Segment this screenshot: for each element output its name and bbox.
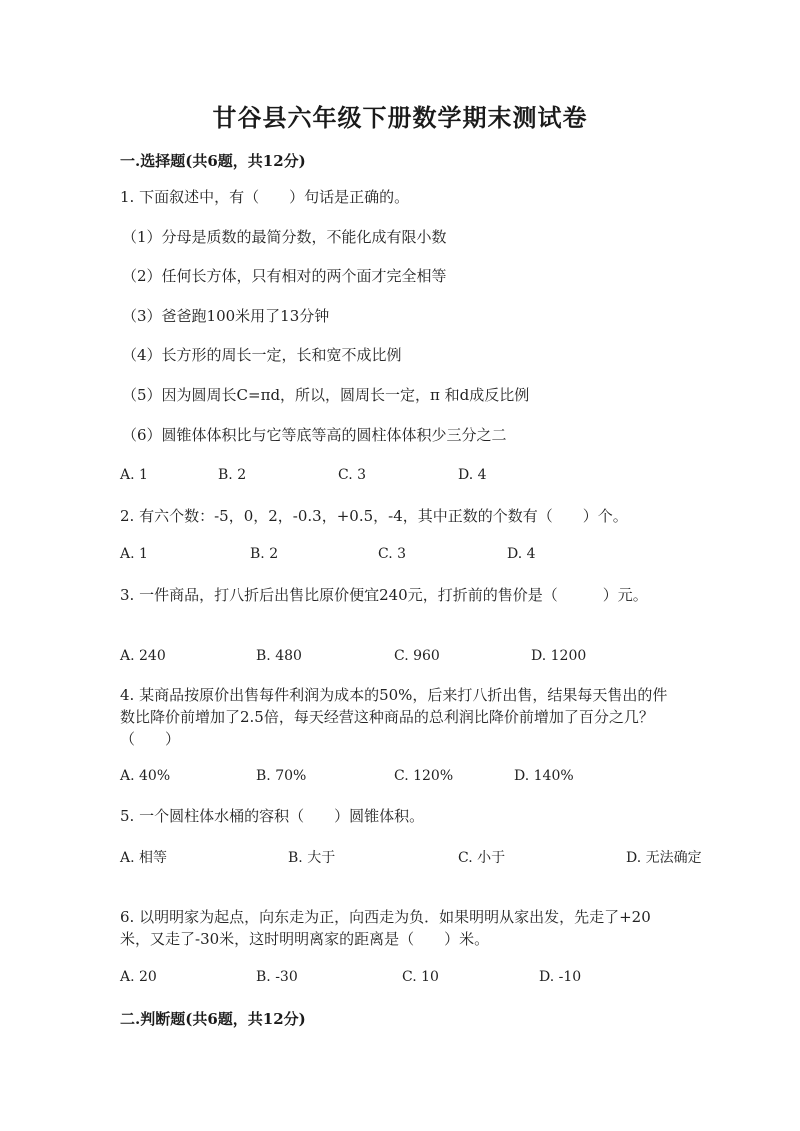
question-6-option-a[interactable]: A. 20 (120, 969, 157, 985)
question-4-option-c[interactable]: C. 120% (394, 768, 454, 784)
question-4-option-a[interactable]: A. 40% (120, 768, 171, 784)
question-5-option-a[interactable]: A. 相等 (120, 850, 168, 866)
question-4-stem: 4. 某商品按原价出售每件利润为成本的50%，后来打八折出售，结果每天售出的件数比降价前增加了2.5倍，每天经营这种商品的总利润比降价前增加了百分之几？（ ） (120, 686, 668, 748)
question-1-option-b[interactable]: B. 2 (218, 467, 247, 483)
question-1-stem: 1. 下面叙述中，有（ ）句话是正确的。 (120, 188, 410, 206)
question-5-stem: 5. 一个圆柱体水桶的容积（ ）圆锥体积。 (120, 807, 425, 825)
question-5-option-c[interactable]: C. 小于 (458, 850, 506, 866)
question-1-option-c[interactable]: C. 3 (338, 467, 367, 483)
question-1-statement-1: （1）分母是质数的最简分数，不能化成有限小数 (122, 228, 447, 246)
question-1-option-a[interactable]: A. 1 (120, 467, 148, 483)
section-heading-multiple-choice: 一.选择题(共6题，共12分) (120, 152, 306, 170)
question-3-option-d[interactable]: D. 1200 (531, 648, 587, 664)
question-1-statement-3: （3）爸爸跑100米用了13分钟 (122, 307, 330, 325)
question-2-option-c[interactable]: C. 3 (378, 546, 407, 562)
page-title: 甘谷县六年级下册数学期末测试卷 (212, 103, 588, 132)
question-1-option-d[interactable]: D. 4 (458, 467, 487, 483)
question-2-option-a[interactable]: A. 1 (120, 546, 148, 562)
question-3-option-a[interactable]: A. 240 (120, 648, 166, 664)
question-2-option-b[interactable]: B. 2 (250, 546, 279, 562)
question-6-option-d[interactable]: D. -10 (539, 969, 582, 985)
section-heading-true-false: 二.判断题(共6题，共12分) (120, 1010, 306, 1028)
question-1-statement-2: （2）任何长方体，只有相对的两个面才完全相等 (122, 267, 447, 285)
question-3-option-b[interactable]: B. 480 (256, 648, 302, 664)
question-1-statement-4: （4）长方形的周长一定，长和宽不成比例 (122, 346, 402, 364)
question-1-statement-6: （6）圆锥体体积比与它等底等高的圆柱体体积少三分之二 (122, 426, 507, 444)
question-4-option-d[interactable]: D. 140% (514, 768, 574, 784)
question-5-option-b[interactable]: B. 大于 (288, 850, 336, 866)
question-2-stem: 2. 有六个数：-5，0，2，-0.3，+0.5，-4，其中正数的个数有（ ）个。 (120, 507, 628, 525)
question-6-option-b[interactable]: B. -30 (256, 969, 298, 985)
question-4-option-b[interactable]: B. 70% (256, 768, 307, 784)
question-6-option-c[interactable]: C. 10 (402, 969, 439, 985)
question-2-option-d[interactable]: D. 4 (507, 546, 536, 562)
question-1-statement-5: （5）因为圆周长C=πd，所以，圆周长一定，π 和d成反比例 (122, 386, 530, 404)
question-3-option-c[interactable]: C. 960 (394, 648, 440, 664)
question-6-stem: 6. 以明明家为起点，向东走为正，向西走为负．如果明明从家出发，先走了+20米，又走了-30米，这时明明离家的距离是（ ）米。 (120, 908, 651, 948)
question-3-stem: 3. 一件商品，打八折后出售比原价便宜240元，打折前的售价是（ ）元。 (120, 586, 648, 604)
question-5-option-d[interactable]: D. 无法确定 (626, 850, 702, 866)
